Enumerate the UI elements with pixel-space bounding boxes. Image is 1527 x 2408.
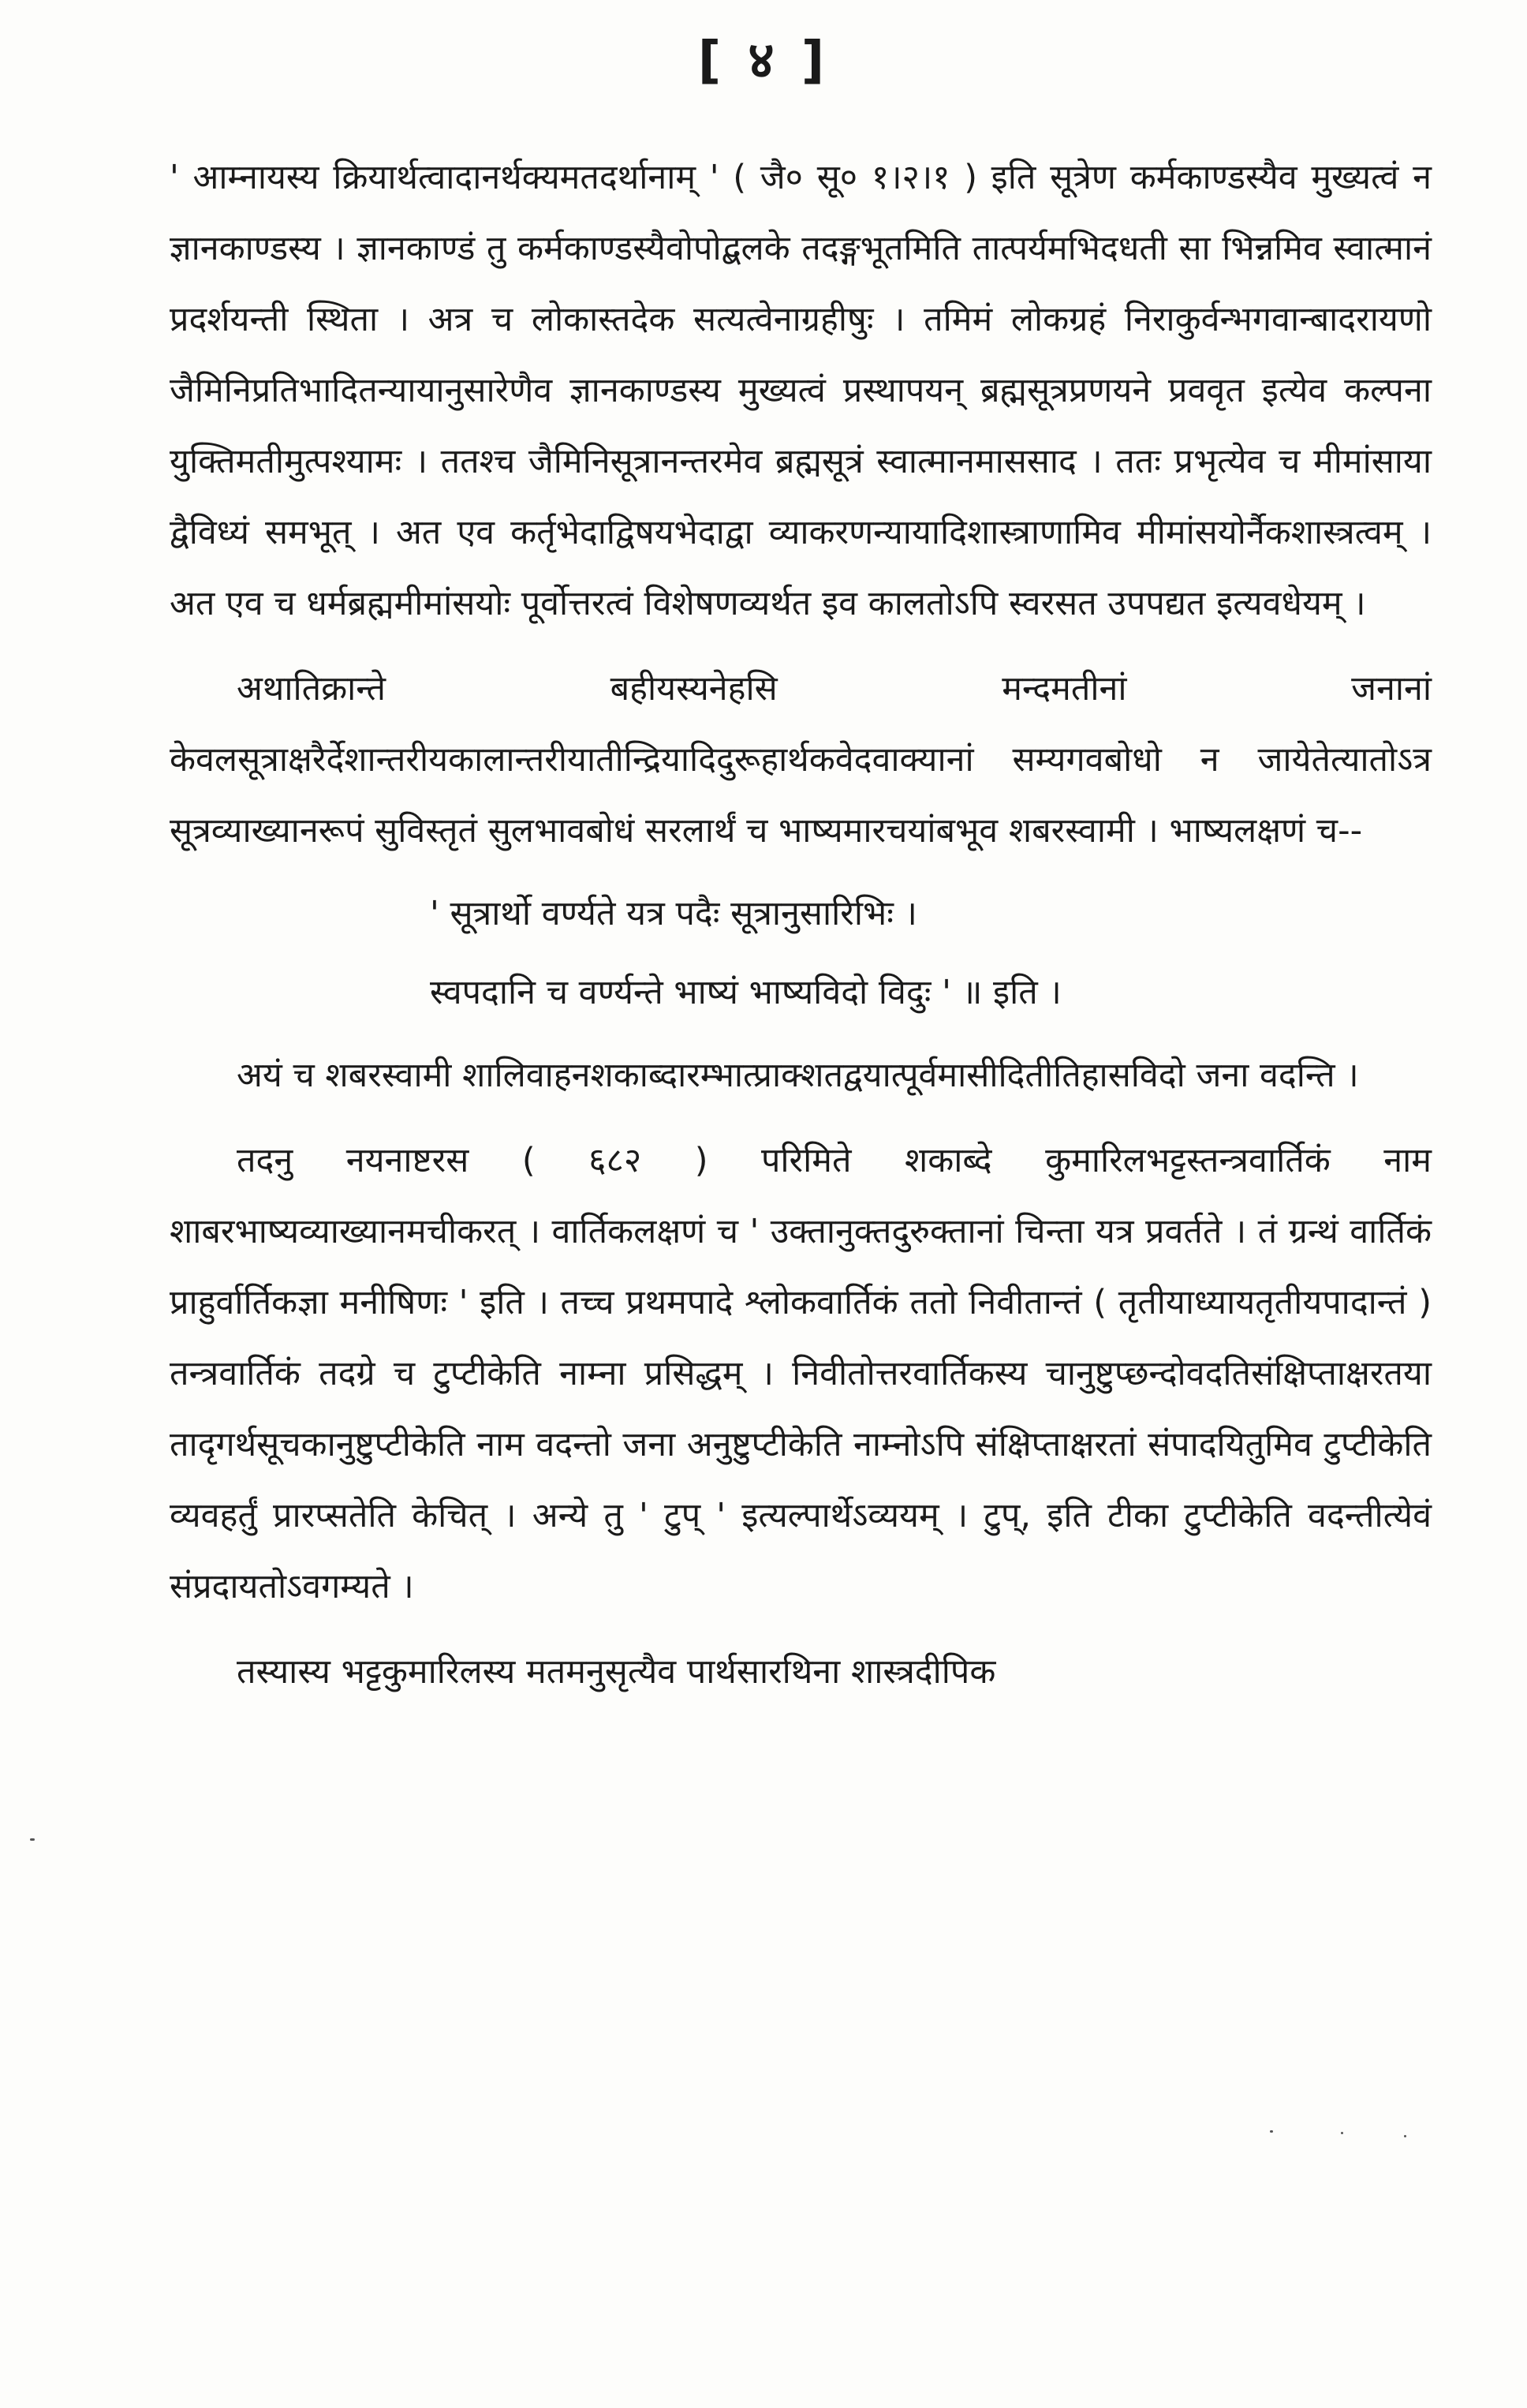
body-text (170, 142, 1432, 1707)
scan-speck (1270, 2130, 1273, 2133)
paragraph-4: तदनु नयनाष्टरस ( ६८२ ) परिमिते शकाब्दे कुमारिलभट्टस्तन्त्रवार्तिकं नाम शाबरभाष्यव्याख्यानमचीकरत् । वार्तिकलक्षणं च ' उक्तानुक्तदुरुक्तानां चिन्ता यत्र प्रवर्तते । तं ग्रन्थं वार्तिकं प्राहुर्वार्तिकज्ञा मनीषिणः ' इति । तच्च प्रथमपादे श्लोकवार्तिकं ततो निवीतान्तं ( तृतीयाध्यायतृतीयपादान्तं ) तन्त्रवार्तिकं तदग्रे च टुप्टीकेति नाम्ना प्रसिद्धम् । निवीतोत्तरवार्तिकस्य चानुष्टुप्छन्दोवदतिसंक्षिप्ताक्षरतया तादृगर्थसूचकानुष्टुप्टीकेति नाम वदन्तो जना अनुष्टुप्टीकेति नाम्नोऽपि संक्षिप्ताक्षरतां संपादयितुमिव टुप्टीकेति व्यवहर्तुं प्रारप्सतेति केचित् । अन्ये तु ' टुप् ' इत्यल्पार्थेऽव्ययम् । टुप्, इति टीका टुप्टीकेति वदन्तीत्येवं संप्रदायतोऽवगम्यते । (170, 1141, 1432, 1606)
verse-line-2: स्वपदानि च वर्ण्यन्ते भाष्यं भाष्यविदो विदुः ' ॥ इति । (430, 973, 1062, 1012)
page-number: [ ४ ] (697, 32, 830, 90)
paragraph-1: ' आम्नायस्य क्रियार्थत्वादानर्थक्यमतदर्थानाम् ' ( जै० सू० १।२।१ ) इति सूत्रेण कर्मकाण्डस्यैव मुख्यत्वं न ज्ञानकाण्डस्य । ज्ञानकाण्डं तु कर्मकाण्डस्यैवोपोद्बलके तदङ्गभूतमिति तात्पर्यमभिदधती सा भिन्नमिव स्वात्मानं प्रदर्शयन्ती स्थिता । अत्र च लोकास्तदेक सत्यत्वेनाग्रहीषुः । तमिमं लोकग्रहं निराकुर्वन्भगवान्बादरायणो जैमिनिप्रतिभादितन्यायानुसारेणैव ज्ञानकाण्डस्य मुख्यत्वं प्रस्थापयन् ब्रह्मसूत्रप्रणयने प्रववृत इत्येव कल्पना युक्तिमतीमुत्पश्यामः । ततश्च जैमिनिसूत्रानन्तरमेव ब्रह्मसूत्रं स्वात्मानमाससाद । ततः प्रभृत्येव च मीमांसाया द्वैविध्यं समभूत् । अत एव कर्तृभेदाद्विषयभेदाद्वा व्याकरणन्यायादिशास्त्राणामिव मीमांसयोर्नैकशास्त्रत्वम् । अत एव च धर्मब्रह्ममीमांसयोः पूर्वोत्तरत्वं विशेषणव्यर्थत इव कालतोऽपि स्वरसत उपपद्यत इत्यवधेयम् । (170, 158, 1432, 623)
paragraph-3: अयं च शबरस्वामी शालिवाहनशकाब्दारम्भात्प्राक्शतद्वयात्पूर्वमासीदितीतिहासविदो जना वदन्ति । (237, 1056, 1359, 1095)
scan-speck (1404, 2135, 1406, 2137)
verse-line-1: ' सूत्रार्थो वर्ण्यते यत्र पदैः सूत्रानुसारिभिः । (430, 894, 917, 933)
paragraph-2: अथातिक्रान्ते बहीयस्यनेहसि मन्दमतीनां जनानां केवलसूत्राक्षरैर्देशान्तरीयकालान्तरीयातीन्द्रियादिदुरूहार्थकवेदवाक्यानां सम्यगवबोधो न जायेतेत्यातोऽत्र सूत्रव्याख्यानरूपं सुविस्तृतं सुलभावबोधं सरलार्थं च भाष्यमारचयांबभूव शबरस्वामी । भाष्यलक्षणं च-- (170, 669, 1432, 851)
verse-quote (170, 874, 1432, 1032)
paragraph-5: तस्यास्य भट्टकुमारिलस्य मतमनुसृत्यैव पार्थसारथिना शास्त्रदीपिक (237, 1652, 996, 1692)
scan-speck (30, 1838, 35, 1841)
scan-speck (1341, 2132, 1343, 2134)
